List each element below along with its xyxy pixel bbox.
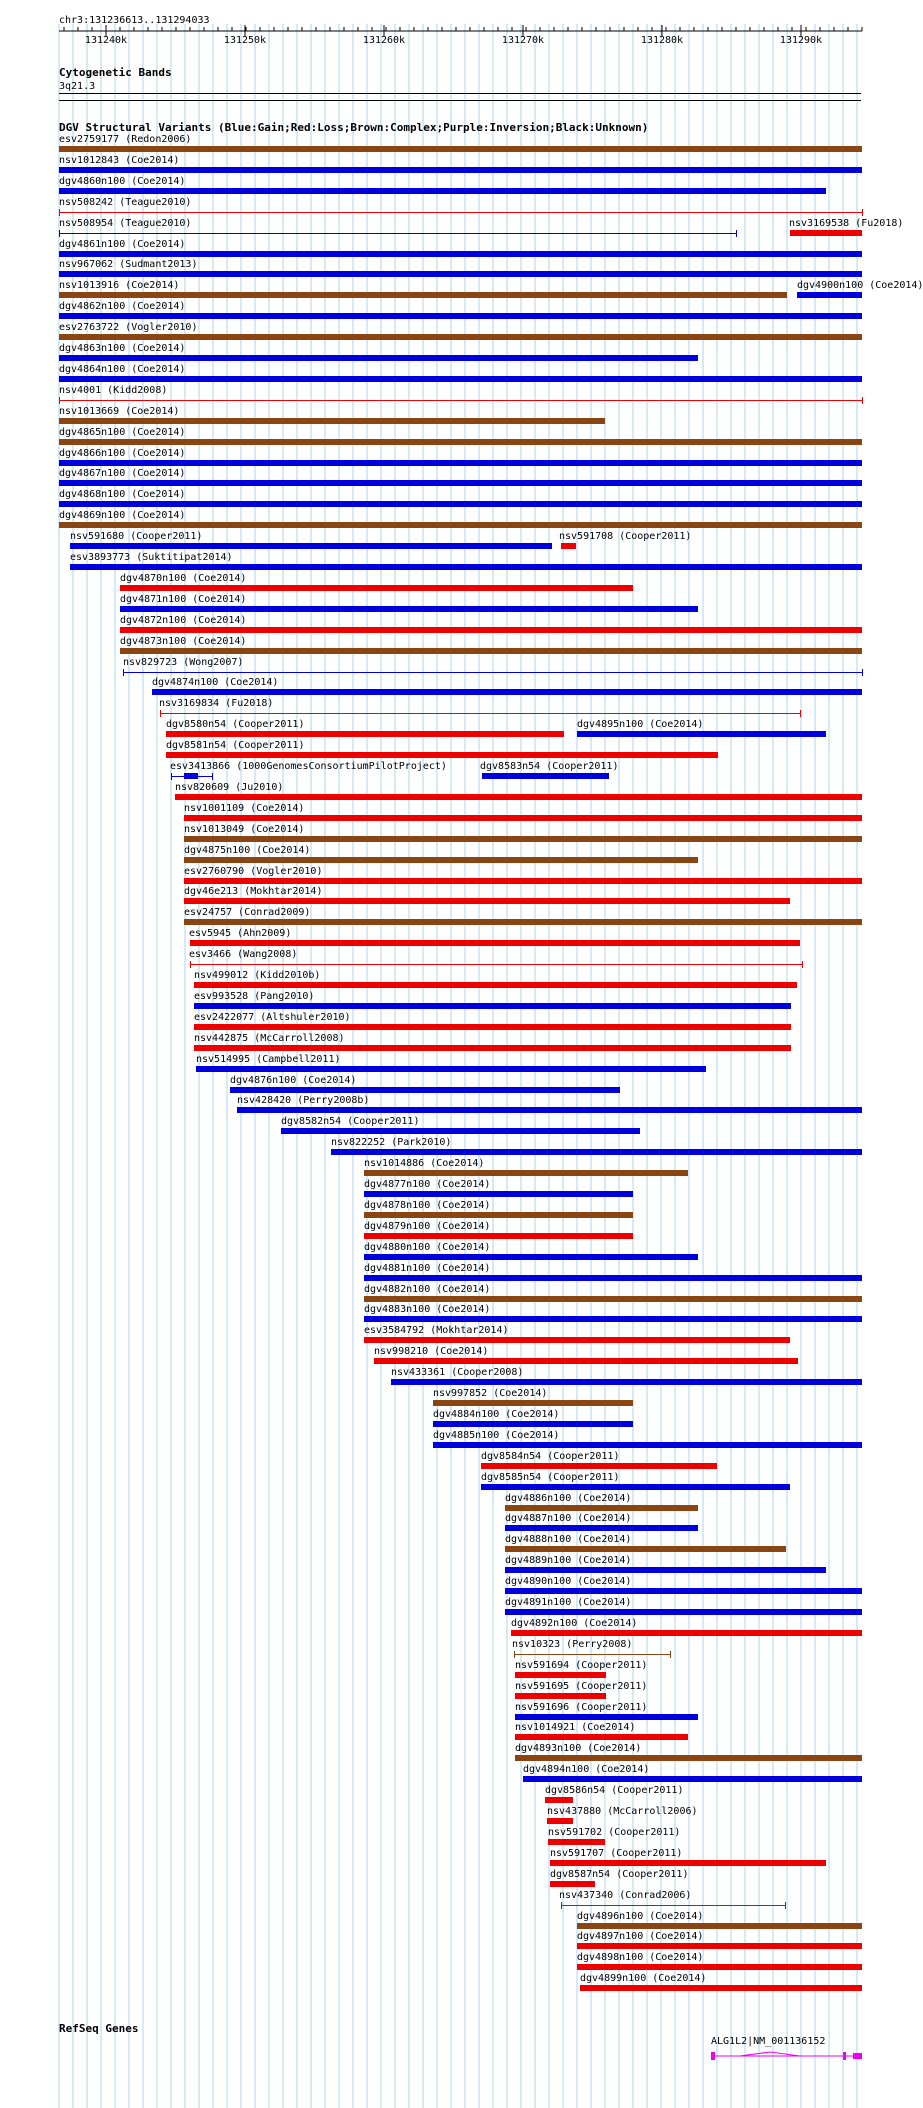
variant-bar[interactable] — [59, 522, 862, 528]
variant-bar[interactable] — [364, 1296, 862, 1302]
variant-label[interactable]: nsv508242 (Teague2010) — [59, 196, 192, 208]
variant-bar[interactable] — [514, 1654, 670, 1655]
variant-label[interactable]: dgv4883n100 (Coe2014) — [364, 1304, 491, 1316]
variant-label[interactable]: dgv4867n100 (Coe2014) — [59, 468, 186, 480]
variant-label[interactable]: dgv4897n100 (Coe2014) — [577, 1931, 704, 1943]
variant-bar[interactable] — [511, 1630, 862, 1636]
variant-label[interactable]: dgv8582n54 (Cooper2011) — [281, 1116, 420, 1128]
variant-label[interactable]: nsv1012843 (Coe2014) — [59, 154, 180, 166]
variant-bar[interactable] — [281, 1128, 640, 1134]
variant-bar[interactable] — [331, 1149, 862, 1155]
variant-label[interactable]: nsv591694 (Cooper2011) — [515, 1659, 648, 1671]
variant-label[interactable]: dgv4886n100 (Coe2014) — [505, 1492, 632, 1504]
variant-bar[interactable] — [561, 543, 576, 549]
variant-label[interactable]: nsv514995 (Campbell2011) — [196, 1053, 341, 1065]
variant-bar[interactable] — [59, 313, 862, 319]
variant-bar[interactable] — [184, 836, 862, 842]
gene-exon — [843, 2052, 846, 2060]
variant-bar[interactable] — [59, 501, 862, 507]
variant-label[interactable]: nsv591708 (Cooper2011) — [559, 531, 692, 543]
variant-bar[interactable] — [505, 1525, 698, 1531]
variant-bar[interactable] — [515, 1755, 862, 1761]
variant-label[interactable]: dgv4894n100 (Coe2014) — [523, 1764, 650, 1776]
variant-bar[interactable] — [59, 292, 787, 298]
variant-bar[interactable] — [364, 1170, 688, 1176]
variant-label[interactable]: dgv4900n100 (Coe2014) — [797, 280, 923, 292]
coordinate-range: chr3:131236613..131294033 — [59, 15, 210, 26]
variant-label[interactable]: nsv822252 (Park2010) — [331, 1137, 452, 1149]
variant-label[interactable]: nsv591707 (Cooper2011) — [550, 1847, 683, 1859]
variant-bar[interactable] — [505, 1505, 698, 1511]
variant-label[interactable]: nsv1014886 (Coe2014) — [364, 1158, 485, 1170]
variant-bar[interactable] — [59, 439, 862, 445]
variant-label[interactable]: nsv428420 (Perry2008b) — [237, 1095, 370, 1107]
variant-bar[interactable] — [577, 731, 826, 737]
variant-bar[interactable] — [797, 292, 862, 298]
variant-label[interactable]: dgv4874n100 (Coe2014) — [152, 677, 279, 689]
variant-label[interactable]: dgv4870n100 (Coe2014) — [120, 572, 247, 584]
variant-label[interactable]: nsv508954 (Teague2010) — [59, 217, 192, 229]
variant-bar[interactable] — [184, 898, 790, 904]
variant-bar[interactable] — [561, 1905, 785, 1906]
variant-bar[interactable] — [70, 564, 862, 570]
variant-label[interactable]: nsv591680 (Cooper2011) — [70, 531, 203, 543]
variant-label[interactable]: nsv1001109 (Coe2014) — [184, 802, 305, 814]
variant-end-cap — [212, 773, 213, 780]
variant-bar[interactable] — [59, 460, 862, 466]
variant-bar[interactable] — [120, 648, 862, 654]
variant-label[interactable]: dgv4889n100 (Coe2014) — [505, 1555, 632, 1567]
variant-bar[interactable] — [482, 773, 609, 779]
variant-label[interactable]: nsv4001 (Kidd2008) — [59, 384, 168, 396]
cytogenetic-bands-title: Cytogenetic Bands — [59, 66, 172, 79]
variant-bar[interactable] — [391, 1379, 862, 1385]
variant-bar[interactable] — [59, 376, 862, 382]
variant-label[interactable]: dgv4899n100 (Coe2014) — [580, 1973, 707, 1985]
variant-label[interactable]: dgv4898n100 (Coe2014) — [577, 1952, 704, 1964]
variant-bar[interactable] — [184, 919, 862, 925]
variant-end-cap — [670, 1651, 671, 1658]
ruler-tick-label: 131260k — [362, 35, 406, 46]
variant-bar[interactable] — [59, 233, 736, 234]
variant-bar[interactable] — [59, 355, 698, 361]
variant-bar[interactable] — [184, 815, 862, 821]
variant-label[interactable]: dgv4862n100 (Coe2014) — [59, 301, 186, 313]
variant-bar[interactable] — [120, 585, 633, 591]
ruler-tick-label: 131280k — [640, 35, 684, 46]
variant-label[interactable]: nsv997852 (Coe2014) — [433, 1388, 548, 1399]
variant-bar[interactable] — [364, 1254, 698, 1260]
variant-label[interactable]: dgv4884n100 (Coe2014) — [433, 1408, 560, 1420]
cytoband-label[interactable]: 3q21.3 — [59, 81, 96, 92]
variant-end-cap — [862, 209, 863, 216]
variant-label[interactable]: nsv967062 (Sudmant2013) — [59, 259, 198, 271]
refseq-track-title: RefSeq Genes — [59, 2022, 139, 2035]
variant-label[interactable]: dgv4873n100 (Coe2014) — [120, 635, 247, 647]
variant-label[interactable]: esv2760790 (Vogler2010) — [184, 865, 323, 877]
variant-bar[interactable] — [59, 146, 862, 152]
ruler-tick-label: 131250k — [223, 35, 267, 46]
variant-label[interactable]: dgv4892n100 (Coe2014) — [511, 1617, 638, 1629]
variant-end-cap — [800, 710, 801, 717]
variant-label[interactable]: dgv4895n100 (Coe2014) — [577, 719, 704, 731]
variant-bar[interactable] — [515, 1672, 606, 1678]
variant-label[interactable]: dgv4860n100 (Coe2014) — [59, 175, 186, 187]
variant-label[interactable]: nsv829723 (Wong2007) — [123, 656, 244, 668]
variant-label[interactable]: dgv4891n100 (Coe2014) — [505, 1597, 632, 1608]
variant-bar[interactable] — [194, 1024, 791, 1030]
variant-end-cap — [561, 1902, 562, 1909]
variant-label[interactable]: nsv499012 (Kidd2010b) — [194, 970, 321, 981]
variant-end-cap — [123, 669, 124, 676]
variant-bar[interactable] — [59, 251, 862, 257]
variant-bar[interactable] — [59, 480, 862, 486]
variant-label[interactable]: esv2759177 (Redon2006) — [59, 134, 192, 145]
variant-label[interactable]: nsv3169538 (Fu2018) — [789, 217, 904, 229]
variant-label[interactable]: esv24757 (Conrad2009) — [184, 907, 311, 919]
variant-bar[interactable] — [374, 1358, 798, 1364]
variant-bar[interactable] — [364, 1275, 862, 1281]
variant-label[interactable]: nsv1014921 (Coe2014) — [515, 1722, 636, 1734]
ruler-tick-label: 131290k — [779, 35, 823, 46]
variant-label[interactable]: dgv4868n100 (Coe2014) — [59, 489, 186, 501]
variant-bar[interactable] — [194, 1045, 791, 1051]
variant-label[interactable]: dgv4885n100 (Coe2014) — [433, 1429, 560, 1441]
variant-label[interactable]: dgv4871n100 (Coe2014) — [120, 593, 247, 605]
variant-label[interactable]: dgv4866n100 (Coe2014) — [59, 447, 186, 459]
variant-label[interactable]: nsv998210 (Coe2014) — [374, 1346, 489, 1358]
variant-label[interactable]: esv3466 (Wang2008) — [189, 949, 298, 961]
variant-label[interactable]: dgv4888n100 (Coe2014) — [505, 1534, 632, 1546]
variant-end-cap — [160, 710, 161, 717]
variant-label[interactable]: dgv4864n100 (Coe2014) — [59, 363, 186, 375]
variant-bar[interactable] — [123, 672, 862, 673]
variant-end-cap — [862, 669, 863, 676]
variant-label[interactable]: nsv442875 (McCarroll2008) — [194, 1032, 345, 1044]
variant-label[interactable]: nsv437340 (Conrad2006) — [559, 1889, 692, 1901]
variant-end-cap — [862, 397, 863, 404]
variant-bar[interactable] — [433, 1400, 633, 1406]
variant-bar[interactable] — [433, 1442, 862, 1448]
variant-bar[interactable] — [550, 1881, 595, 1887]
variant-bar[interactable] — [59, 271, 862, 277]
variant-bar[interactable] — [580, 1985, 862, 1991]
variant-label[interactable]: dgv4863n100 (Coe2014) — [59, 343, 186, 354]
variant-label[interactable]: dgv4878n100 (Coe2014) — [364, 1199, 491, 1211]
variant-label[interactable]: dgv8587n54 (Cooper2011) — [550, 1868, 689, 1880]
variant-label[interactable]: dgv4887n100 (Coe2014) — [505, 1513, 632, 1525]
variant-bar[interactable] — [184, 857, 698, 863]
variant-label[interactable]: dgv46e213 (Mokhtar2014) — [184, 886, 323, 898]
variant-end-cap — [59, 397, 60, 404]
variant-label[interactable]: esv3893773 (Suktitipat2014) — [70, 552, 233, 563]
variant-bar[interactable] — [545, 1797, 573, 1803]
variant-bar[interactable] — [194, 982, 797, 988]
variant-bar[interactable] — [184, 878, 862, 884]
variant-bar[interactable] — [515, 1734, 688, 1740]
variant-label[interactable]: dgv4896n100 (Coe2014) — [577, 1910, 704, 1922]
variant-bar[interactable] — [237, 1107, 862, 1113]
variant-label[interactable]: nsv591695 (Cooper2011) — [515, 1680, 648, 1692]
variant-label[interactable]: dgv8585n54 (Cooper2011) — [481, 1471, 620, 1483]
variant-bar[interactable] — [364, 1212, 633, 1218]
variant-bar[interactable] — [505, 1546, 786, 1552]
variant-label[interactable]: nsv10323 (Perry2008) — [512, 1638, 633, 1650]
variant-label[interactable]: nsv437880 (McCarroll2006) — [547, 1806, 698, 1817]
gene-exon — [853, 2053, 862, 2059]
variant-bar[interactable] — [120, 627, 862, 633]
coordinate-ruler[interactable] — [0, 0, 890, 52]
ruler-tick-label: 131240k — [84, 35, 128, 46]
variant-bar[interactable] — [433, 1421, 633, 1427]
variant-bar[interactable] — [505, 1609, 862, 1615]
variant-bar[interactable] — [523, 1776, 862, 1782]
variant-end-cap — [785, 1902, 786, 1909]
variant-label[interactable]: dgv4872n100 (Coe2014) — [120, 614, 247, 626]
variant-bar[interactable] — [175, 794, 862, 800]
variant-bar[interactable] — [59, 334, 862, 340]
variant-label[interactable]: dgv4875n100 (Coe2014) — [184, 844, 311, 856]
variant-label[interactable]: nsv1013916 (Coe2014) — [59, 280, 180, 292]
variant-bar[interactable] — [190, 940, 800, 946]
variant-label[interactable]: dgv4881n100 (Coe2014) — [364, 1262, 491, 1274]
variant-bar[interactable] — [160, 713, 800, 714]
variant-label[interactable]: dgv4861n100 (Coe2014) — [59, 238, 186, 250]
variant-label[interactable]: dgv4893n100 (Coe2014) — [515, 1743, 642, 1755]
variant-bar[interactable] — [59, 400, 862, 401]
variant-label[interactable]: esv5945 (Ahn2009) — [189, 928, 292, 940]
gene-exon — [711, 2052, 715, 2060]
variant-label[interactable]: dgv8586n54 (Cooper2011) — [545, 1785, 684, 1797]
variant-label[interactable]: dgv4876n100 (Coe2014) — [230, 1074, 357, 1086]
variant-end-cap — [190, 961, 191, 968]
variant-label[interactable]: dgv4879n100 (Coe2014) — [364, 1220, 491, 1232]
variant-label[interactable]: dgv4865n100 (Coe2014) — [59, 426, 186, 438]
variant-bar[interactable] — [190, 964, 802, 965]
variant-label[interactable]: nsv3169834 (Fu2018) — [159, 698, 274, 710]
variant-label[interactable]: dgv4880n100 (Coe2014) — [364, 1241, 491, 1253]
variant-bar[interactable] — [196, 1066, 706, 1072]
ruler-tick-label: 131270k — [501, 35, 545, 46]
variant-label[interactable]: dgv8584n54 (Cooper2011) — [481, 1450, 620, 1462]
variant-label[interactable]: esv3584792 (Mokhtar2014) — [364, 1325, 509, 1337]
variant-bar[interactable] — [166, 731, 564, 737]
variant-label[interactable]: esv2763722 (Vogler2010) — [59, 322, 198, 334]
variant-bar[interactable] — [59, 418, 605, 424]
variant-bar[interactable] — [577, 1964, 862, 1970]
variant-label[interactable]: esv2422077 (Altshuler2010) — [194, 1011, 351, 1023]
variant-bar[interactable] — [194, 1003, 791, 1009]
variant-label[interactable]: dgv4890n100 (Coe2014) — [505, 1576, 632, 1588]
variant-label[interactable]: nsv1013669 (Coe2014) — [59, 405, 180, 417]
variant-label[interactable]: dgv4869n100 (Coe2014) — [59, 510, 186, 522]
variant-bar[interactable] — [577, 1943, 862, 1949]
variant-label[interactable]: nsv433361 (Cooper2008) — [391, 1367, 524, 1379]
variant-bar[interactable] — [505, 1567, 826, 1573]
ruler-axis — [0, 0, 890, 52]
variant-bar[interactable] — [59, 188, 826, 194]
variant-bar[interactable] — [364, 1337, 790, 1343]
variant-bar[interactable] — [481, 1463, 717, 1469]
variant-bar[interactable] — [790, 230, 862, 236]
variant-bar[interactable] — [481, 1484, 790, 1490]
variant-label[interactable]: dgv8581n54 (Cooper2011) — [166, 740, 305, 752]
variant-bar[interactable] — [59, 212, 862, 213]
variant-bar[interactable] — [166, 752, 718, 758]
variant-bar[interactable] — [547, 1818, 573, 1824]
variant-label[interactable]: esv3413866 (1000GenomesConsortiumPilotProject) — [170, 761, 447, 772]
variant-bar[interactable] — [548, 1839, 605, 1845]
variant-label[interactable]: nsv820609 (Ju2010) — [175, 781, 284, 793]
variant-bar[interactable] — [505, 1588, 862, 1594]
variant-label[interactable]: nsv1013049 (Coe2014) — [184, 823, 305, 835]
variant-label[interactable]: dgv4877n100 (Coe2014) — [364, 1179, 491, 1190]
variant-label[interactable]: esv993528 (Pang2010) — [194, 990, 315, 1002]
variant-bar[interactable] — [364, 1316, 862, 1322]
gene-label[interactable]: ALG1L2|NM_001136152 — [711, 2036, 826, 2047]
variant-bar[interactable] — [70, 543, 552, 549]
variant-bar[interactable] — [59, 167, 862, 173]
variant-bar[interactable] — [230, 1087, 620, 1093]
variant-bar[interactable] — [515, 1693, 606, 1699]
variant-label[interactable]: nsv591696 (Cooper2011) — [515, 1701, 648, 1713]
cytoband-line-top — [59, 93, 861, 94]
variant-label[interactable]: dgv8580n54 (Cooper2011) — [166, 719, 305, 731]
variant-label[interactable]: dgv4882n100 (Coe2014) — [364, 1283, 491, 1295]
variant-label[interactable]: nsv591702 (Cooper2011) — [548, 1826, 681, 1838]
variant-bar[interactable] — [364, 1233, 633, 1239]
variant-end-cap — [59, 230, 60, 237]
cytoband-line-bottom — [59, 100, 861, 101]
variant-bar[interactable] — [152, 689, 862, 695]
variant-end-cap — [514, 1651, 515, 1658]
variant-end-cap — [736, 230, 737, 237]
variant-label[interactable]: dgv8583n54 (Cooper2011) — [480, 761, 619, 772]
dgv-track-title: DGV Structural Variants (Blue:Gain;Red:Loss;Brown:Complex;Purple:Inversion;Black:Unknown) — [59, 121, 649, 134]
variant-end-cap — [802, 961, 803, 968]
variant-bar[interactable] — [577, 1923, 862, 1929]
variant-segment[interactable] — [184, 773, 198, 779]
variant-end-cap — [59, 209, 60, 216]
variant-bar[interactable] — [364, 1191, 633, 1197]
variant-bar[interactable] — [515, 1714, 698, 1720]
variant-end-cap — [171, 773, 172, 780]
variant-bar[interactable] — [120, 606, 698, 612]
variant-bar[interactable] — [550, 1860, 826, 1866]
